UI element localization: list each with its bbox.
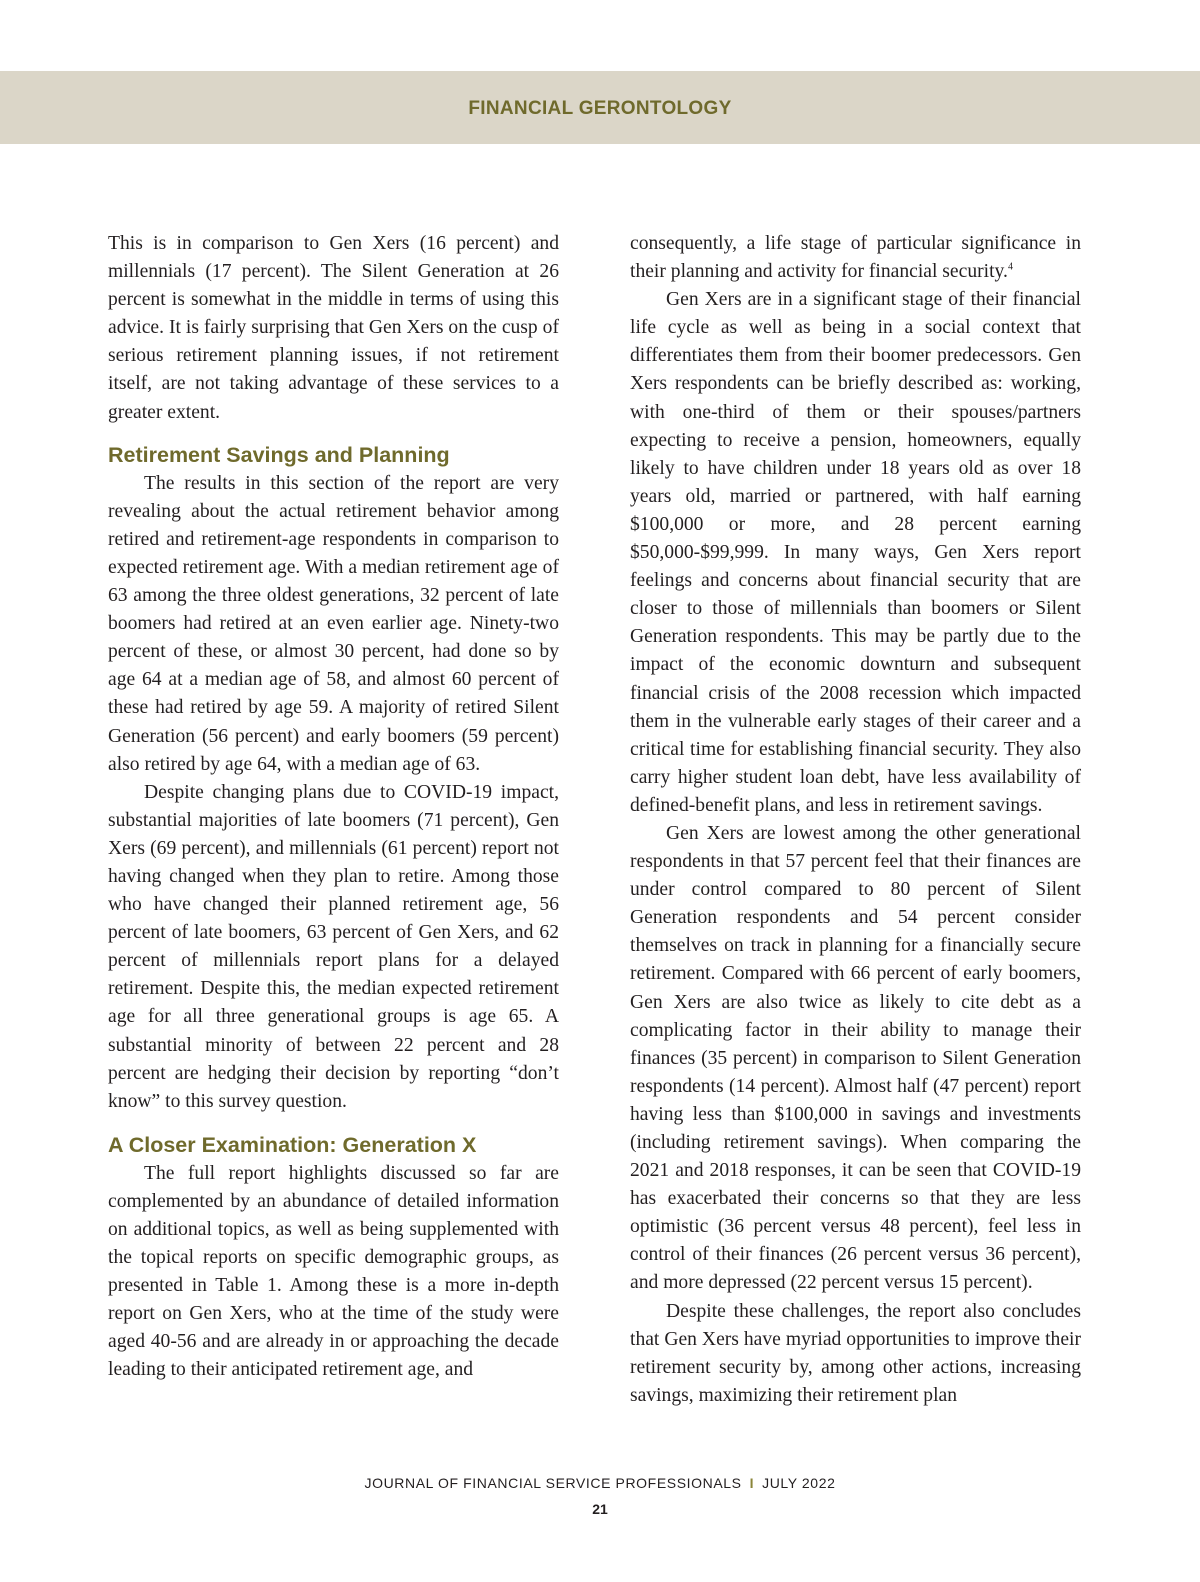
footnote-reference[interactable]: 4 — [1007, 261, 1013, 273]
page-number: 21 — [592, 1501, 608, 1517]
footer-separator: I — [749, 1475, 755, 1491]
body-paragraph: Despite these challenges, the report also concludes that Gen Xers have myriad opportunities to improve their retirement security by, among other actions, increasing savings, maximizing their retirement plan — [630, 1300, 1081, 1406]
body-paragraph: This is in comparison to Gen Xers (16 percent) and millennials (17 percent). The Silent Generation at 26 percent is somewhat in the middle in terms of using this advice. It is fairly surprising that Gen Xers on the cusp of serious retirement planning issues, if not retirement itself, are not taking advantage of these services to a greater extent. — [108, 233, 559, 423]
footer-line — [0, 1475, 1200, 1491]
section-heading-retirement-savings: Retirement Savings and Planning — [108, 442, 450, 467]
left-column — [108, 230, 559, 1385]
right-column — [630, 230, 1081, 1410]
body-paragraph: Gen Xers are lowest among the other generational respondents in that 57 percent feel that their finances are under control compared to 80 percent of Silent Generation respondents and 54 percent consider themselves on track in planning for a financially secure retirement. Compared with 66 percent of early boomers, Gen Xers are also twice as likely to cite debt as a complicating factor in their ability to manage their finances (35 percent) in comparison to Silent Generation respondents (14 percent). Almost half (47 percent) report having less than $100,000 in savings and investments (including retirement savings). When comparing the 2021 and 2018 responses, it can be seen that COVID-19 has exacerbated their concerns so that they are less optimistic (36 percent versus 48 percent), feel less in control of their finances (26 percent versus 36 percent), and more depressed (22 percent versus 15 percent). — [630, 822, 1081, 1294]
body-paragraph: The results in this section of the report are very revealing about the actual retirement behavior among retired and retirement-age respondents in comparison to expected retirement age. With a median retirement age of 63 among the three oldest generations, 32 percent of late boomers had retired at an even earlier age. Ninety-two percent of these, or almost 30 percent, had done so by age 64 at a median age of 58, and almost 60 percent of these had retired by age 59. A majority of retired Silent Generation (56 percent) and early boomers (59 percent) also retired by age 64, with a median age of 63. — [108, 472, 559, 775]
paragraph-text: consequently, a life stage of particular significance in their planning and activity for financial security. — [630, 233, 1081, 283]
body-paragraph: Despite changing plans due to COVID-19 impact, substantial majorities of late boomers (71 percent), Gen Xers (69 percent), and millennials (61 percent) report not having changed when they plan to retire. Among those who have changed their planned retirement age, 56 percent of late boomers, 63 percent of Gen Xers, and 62 percent of millennials report plans for a delayed retirement. Despite this, the median expected retirement age for all three generational groups is age 65. A substantial minority of between 22 percent and 28 percent are hedging their decision by reporting “don’t know” to this survey question. — [108, 781, 559, 1112]
journal-name: JOURNAL OF FINANCIAL SERVICE PROFESSIONALS — [364, 1475, 742, 1491]
issue-date: JULY 2022 — [762, 1475, 836, 1491]
section-heading-generation-x: A Closer Examination: Generation X — [108, 1132, 477, 1157]
running-header-title: FINANCIAL GERONTOLOGY — [468, 98, 732, 119]
body-paragraph — [630, 230, 1081, 286]
body-paragraph: The full report highlights discussed so far are complemented by an abundance of detailed information on additional topics, as well as being supplemented with the topical reports on specific demographic groups, as presented in Table 1. Among these is a more in-depth report on Gen Xers, who at the time of the study were aged 40-56 and are already in or approaching the decade leading to their anticipated retirement age, and — [108, 1162, 559, 1381]
body-paragraph: Gen Xers are in a significant stage of their financial life cycle as well as being in a social context that differentiates them from their boomer predecessors. Gen Xers respondents can be briefly described as: working, with one-third of them or their spouses/partners expecting to receive a pension, homeowners, equally likely to have children under 18 years old as over 18 years old, married or partnered, with half earning $100,000 or more, and 28 percent earning $50,000-$99,999. In many ways, Gen Xers report feelings and concerns about financial security that are closer to those of millennials than boomers or Silent Generation respondents. This may be partly due to the impact of the economic downturn and subsequent financial crisis of the 2008 recession which impacted them in the vulnerable early stages of their career and a critical time for establishing financial security. They also carry higher student loan debt, have less availability of defined-benefit plans, and less in retirement savings. — [630, 289, 1081, 816]
